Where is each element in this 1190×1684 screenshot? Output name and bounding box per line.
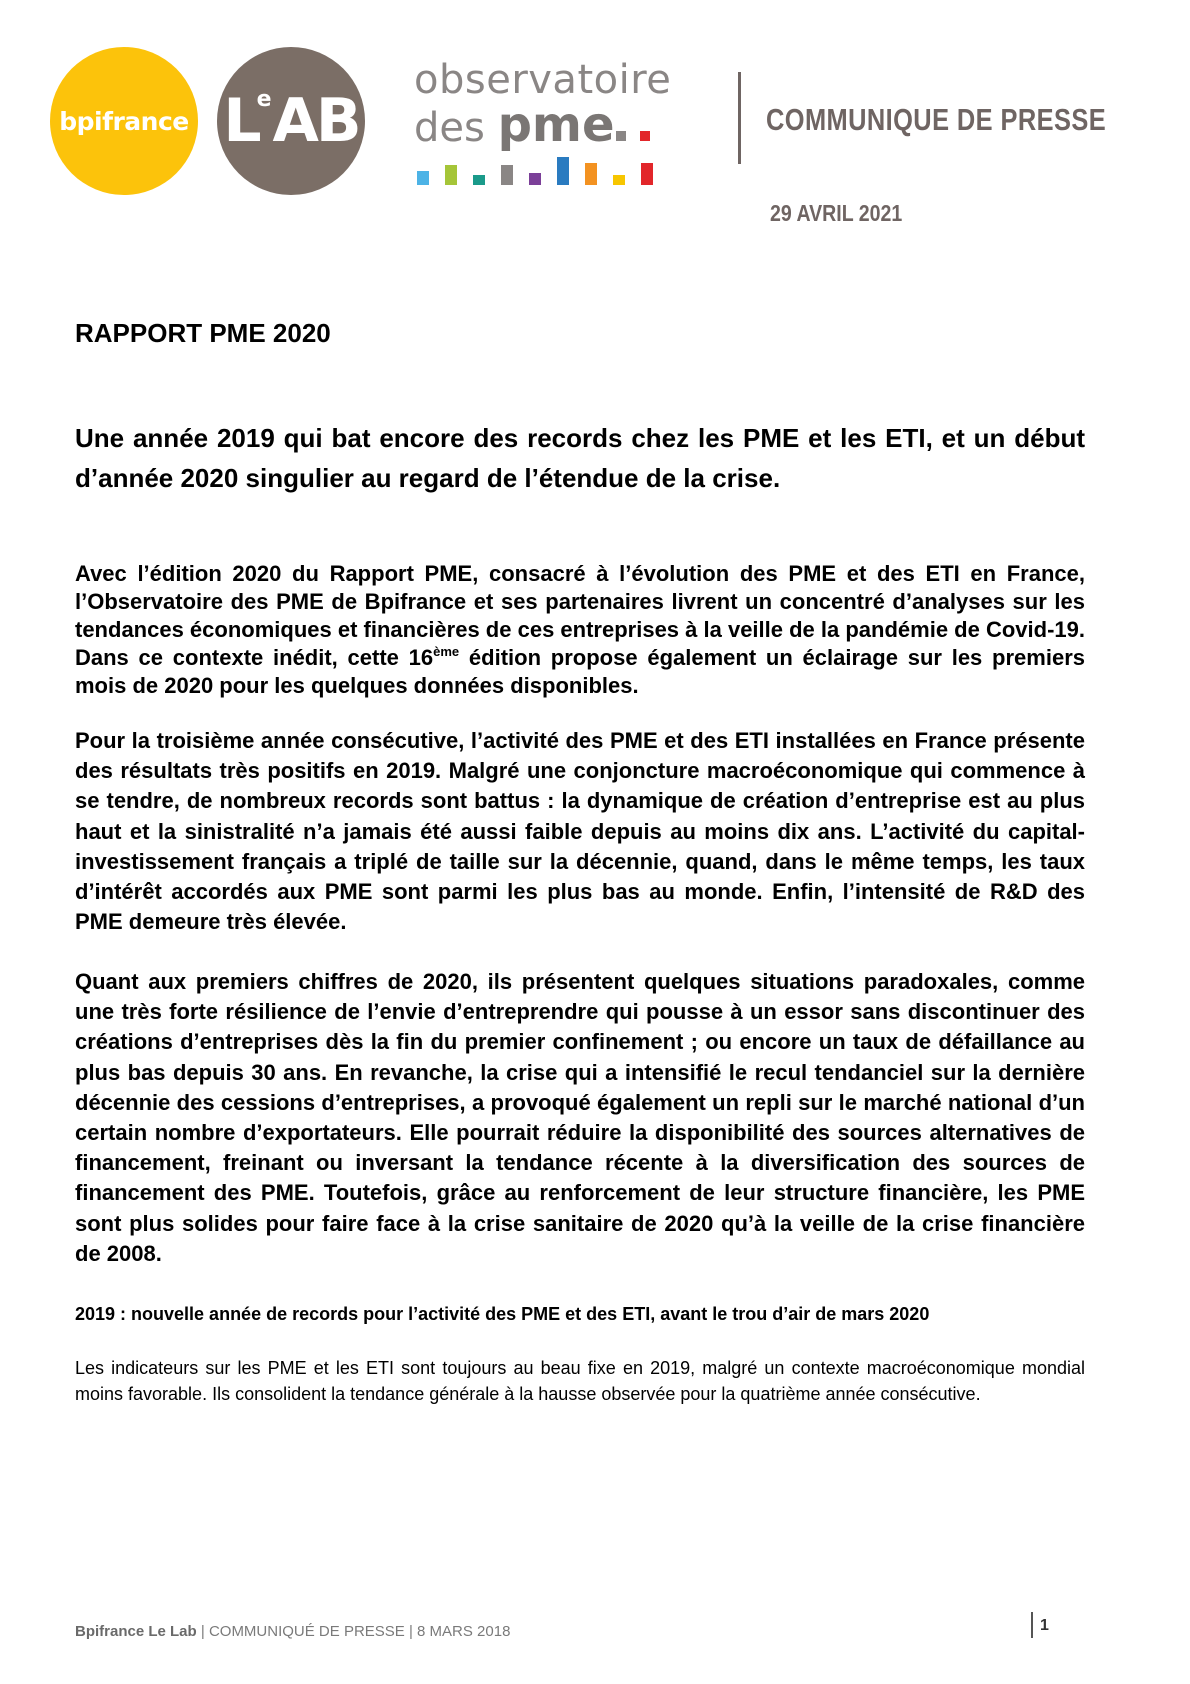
paragraph-2019-results: Pour la troisième année consécutive, l’activité des PME et des ETI installées en France présente des résultats très positifs en 2019. Malgré une conjoncture macroéconomique qui commence à se tendre, de nombreux records sont battus : la dynamique de création d’entreprise est au plus haut et la sinistralité n’a jamais été aussi faible depuis au moins dix ans. L’activité du capital-investissement français a triplé de taille sur la décennie, quand, dans le même temps, les taux d’intérêt accordés aux PME sont parmi les plus bas au monde. Enfin, l’intensité de R&D des PME demeure très élevée.	[75, 728, 1085, 935]
observatoire-logo-des: des	[414, 105, 485, 151]
logo-dot-6	[557, 157, 569, 185]
page-title: RAPPORT PME 2020	[75, 318, 331, 348]
page-footer	[75, 1623, 510, 1640]
footer-org: Bpifrance Le Lab	[75, 1623, 197, 1640]
logo-dot-8	[613, 175, 625, 185]
paragraph-indicators: Les indicateurs sur les PME et les ETI sont toujours au beau fixe en 2019, malgré un contexte macroéconomique mondial moins favorable. Ils consolident la tendance générale à la hausse observée pour la quatrième année consécutive.	[75, 1358, 1085, 1404]
footer-label: COMMUNIQUÉ DE PRESSE	[208, 1623, 405, 1640]
doc-type-label: COMMUNIQUE DE PRESSE	[766, 102, 1107, 137]
release-date: 29 AVRIL 2021	[770, 200, 903, 226]
le-lab-logo-l: L	[223, 86, 259, 156]
intro-text-before: Avec l’édition 2020 du Rapport PME, consacré à l’évolution des PME et des ETI en France, l’Observatoire des PME de Bpifrance et ses partenaires livrent un concentré d’analyses sur les tendances économiques et financières de ces entreprises à la veille de la pandémie de Covid-19. Dans ce contexte inédit, cette 16	[75, 561, 1085, 670]
page-number: 1	[1040, 1617, 1049, 1634]
paragraph-2020-figures: Quant aux premiers chiffres de 2020, ils présentent quelques situations paradoxales, comme une très forte résilience de l’envie d’entreprendre qui pousse à un essor sans discontinuer des créations d’entreprises dès la fin du premier confinement ; ou encore un taux de défaillance au plus bas depuis 30 ans. En revanche, la crise qui a intensifié le recul tendanciel sur la dernière décennie des cessions d’entreprises, a provoqué également un repli sur le marché national d’un certain nombre d’exportateurs. Elle pourrait réduire la disponibilité des sources alternatives de financement, freinant ou inversant la tendance récente à la diversification des sources de financement des PME. Toutefois, grâce au renforcement de leur structure financière, les PME sont plus solides pour faire face à la crise sanitaire de 2020 qu’à la veille de la crise financière de 2008.	[75, 969, 1085, 1266]
observatoire-logo-pme: pme	[497, 97, 615, 153]
intro-paragraph	[75, 560, 1085, 700]
intro-superscript: ème	[433, 644, 460, 659]
footer-date: 8 MARS 2018	[417, 1623, 511, 1640]
logo-dot-small-1	[616, 131, 626, 141]
le-lab-logo-e: e	[256, 86, 272, 112]
page-number-divider	[1031, 1612, 1033, 1638]
logo-dot-1	[417, 171, 429, 185]
logo-dot-3	[473, 175, 485, 185]
logo-dot-7	[585, 163, 597, 185]
le-lab-logo-ab: AB	[272, 86, 359, 156]
logo-dot-4	[501, 165, 513, 185]
le-lab-logo	[217, 47, 365, 195]
bpifrance-logo-text: bpifrance	[59, 106, 189, 136]
logo-dot-small-2	[640, 131, 650, 141]
footer-sep-1: |	[196, 1623, 209, 1640]
observatoire-logo-line1: observatoire	[414, 57, 672, 103]
header-divider	[738, 72, 741, 164]
section-subheading: 2019 : nouvelle année de records pour l’activité des PME et des ETI, avant le trou d’air de mars 2020	[75, 1304, 930, 1324]
observatoire-logo-line2	[414, 97, 615, 153]
intro-text-after: édition propose également un éclairage sur les premiers mois de 2020 pour les quelques données disponibles.	[75, 645, 1085, 698]
headline: Une année 2019 qui bat encore des records chez les PME et les ETI, et un début d’année 2020 singulier au regard de l’étendue de la crise.	[75, 423, 1085, 493]
footer-sep-2: |	[404, 1623, 418, 1640]
logo-dot-2	[445, 165, 457, 185]
logo-dot-5	[529, 173, 541, 185]
bpifrance-logo	[50, 47, 198, 195]
logo-dot-9	[641, 163, 653, 185]
